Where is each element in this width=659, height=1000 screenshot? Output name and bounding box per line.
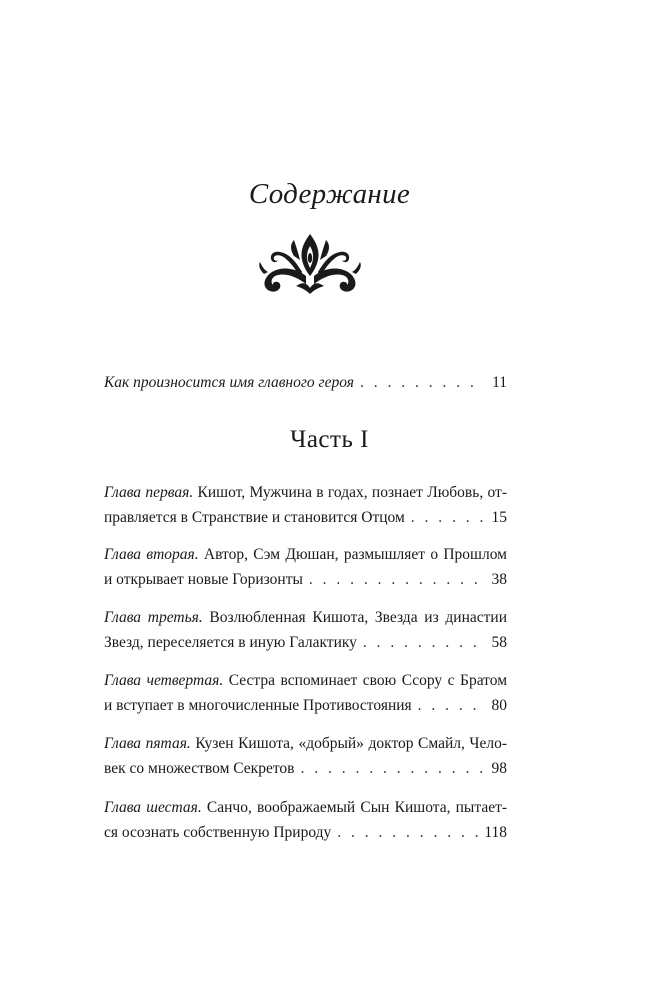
chapter-text-line2: век со множеством Секретов xyxy=(104,760,295,777)
chapter-label: Глава первая. xyxy=(104,484,194,501)
chapter-text-line1: Кузен Кишота, «добрый» доктор Смайл, Чело- xyxy=(195,735,508,752)
toc-entry-chapter-3[interactable] xyxy=(104,605,507,655)
leader-dots xyxy=(411,505,483,530)
part-title: Часть I xyxy=(290,426,369,453)
toc-entry-chapter-6[interactable] xyxy=(104,795,507,845)
leader-dots xyxy=(418,693,483,718)
page-number: 15 xyxy=(491,509,507,526)
chapter-text-line1: Автор, Сэм Дюшан, размышляет о Прошлом xyxy=(203,546,507,563)
toc-entry-chapter-4[interactable] xyxy=(104,668,507,718)
chapter-text-line2: правляется в Странствие и становится Отцом xyxy=(104,509,405,526)
page-number: 80 xyxy=(491,697,507,714)
chapter-text-line1: Возлюбленная Кишота, Звезда из династии xyxy=(209,609,507,626)
toc-entry-intro[interactable] xyxy=(104,370,507,395)
chapter-label: Глава третья. xyxy=(104,609,203,626)
toc-heading: Содержание xyxy=(248,178,411,210)
toc-entry-chapter-1[interactable] xyxy=(104,480,507,530)
chapter-label: Глава пятая. xyxy=(104,735,191,752)
chapter-label: Глава шестая. xyxy=(104,799,202,816)
flourish-ornament-icon xyxy=(256,232,364,296)
page-number: 98 xyxy=(491,760,507,777)
leader-dots xyxy=(360,370,483,395)
chapter-text-line1: Санчо, воображаемый Сын Кишота, пытает- xyxy=(206,799,508,816)
page-number: 118 xyxy=(484,824,507,841)
chapter-text-line2: и открывает новые Горизонты xyxy=(104,571,303,588)
page-number: 58 xyxy=(491,634,507,651)
toc-entry-chapter-2[interactable] xyxy=(104,542,507,592)
chapter-text-line2: Звезд, переселяется в иную Галактику xyxy=(104,634,357,651)
chapter-label: Глава четвертая. xyxy=(104,672,224,689)
leader-dots xyxy=(300,756,483,781)
leader-dots xyxy=(337,820,478,845)
chapter-label: Глава вторая. xyxy=(104,546,199,563)
chapter-text-line2: ся осознать собственную Природу xyxy=(104,824,332,841)
chapter-text-line1: Сестра вспоминает свою Ссору с Братом xyxy=(228,672,507,689)
page-number: 38 xyxy=(491,571,507,588)
chapter-text-line1: Кишот, Мужчина в годах, познает Любовь, от- xyxy=(197,484,507,501)
toc-entry-chapter-5[interactable] xyxy=(104,731,507,781)
page-number: 11 xyxy=(492,374,507,391)
toc-entry-text: Как произносится имя главного героя xyxy=(104,374,354,391)
leader-dots xyxy=(309,567,483,592)
chapter-text-line2: и вступает в многочисленные Противостояния xyxy=(104,697,412,714)
leader-dots xyxy=(363,630,483,655)
